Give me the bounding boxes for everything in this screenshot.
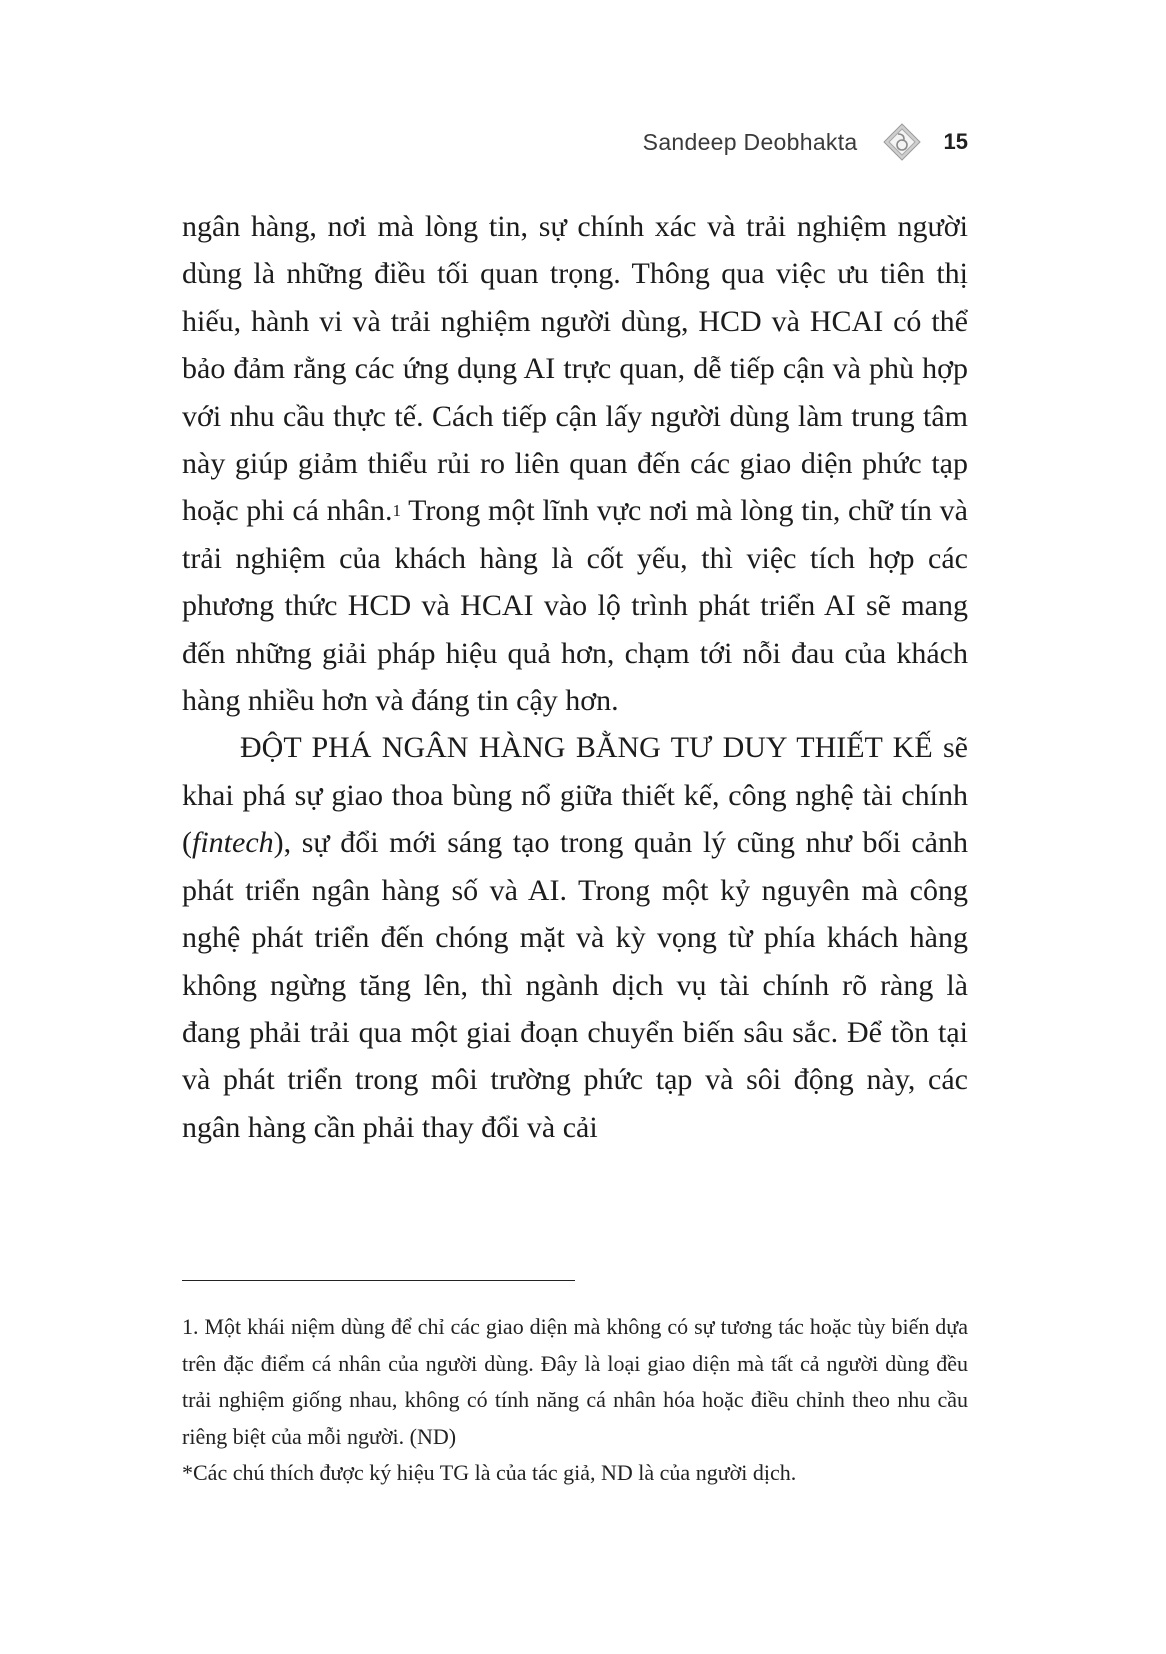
paragraph-2-text-a: ĐỘT PHÁ NGÂN HÀNG BẰNG TƯ DUY THIẾT KẾ sẽ khai phá sự giao thoa bùng nổ giữa thiết kế, công nghệ tài chính (: [182, 731, 968, 860]
paragraph-1-text-b: Trong một lĩnh vực nơi mà lòng tin, chữ tín và trải nghiệm của khách hàng là cốt yếu, thì việc tích hợp các phương thức HCD và HCAI vào lộ trình phát triển AI sẽ mang đến những giải pháp hiệu quả hơn, chạm tới nỗi đau của khách hàng nhiều hơn và đáng tin cậy hơn.: [182, 494, 968, 718]
footnote-1: 1. Một khái niệm dùng để chỉ các giao diện mà không có sự tương tác hoặc tùy biến dựa trên đặc điểm cá nhân của người dùng. Đây là loại giao diện mà tất cả người dùng đều trải nghiệm giống nhau, không có tính năng cá nhân hóa hoặc điều chỉnh theo nhu cầu riêng biệt của mỗi người. (ND): [182, 1314, 968, 1449]
footnote-reference-1: 1: [392, 501, 401, 521]
ornamental-diamond-logo-icon: [882, 122, 922, 162]
paragraph-2-italic-term: fintech: [192, 826, 274, 860]
paragraph-1: [182, 203, 968, 724]
paragraph-2: [182, 724, 968, 1151]
running-header: [643, 122, 968, 162]
paragraph-1-text-a: ngân hàng, nơi mà lòng tin, sự chính xác và trải nghiệm người dùng là những điều tối quan trọng. Thông qua việc ưu tiên thị hiếu, hành vi và trải nghiệm người dùng, HCD và HCAI có thể bảo đảm rằng các ứng dụng AI trực quan, dễ tiếp cận và phù hợp với nhu cầu thực tế. Cách tiếp cận lấy người dùng làm trung tâm này giúp giảm thiểu rủi ro liên quan đến các giao diện phức tạp hoặc phi cá nhân.: [182, 210, 968, 528]
footnote-divider: [182, 1280, 575, 1281]
body-text: [182, 203, 968, 1151]
paragraph-2-text-b: ), sự đổi mới sáng tạo trong quản lý cũng như bối cảnh phát triển ngân hàng số và AI. Trong một kỷ nguyên mà công nghệ phát triển đến chóng mặt và kỳ vọng từ phía khách hàng không ngừng tăng lên, thì ngành dịch vụ tài chính rõ ràng là đang phải trải qua một giai đoạn chuyển biến sâu sắc. Để tồn tại và phát triển trong môi trường phức tạp và sôi động này, các ngân hàng cần phải thay đổi và cải: [182, 826, 968, 1144]
footnotes: [182, 1309, 968, 1492]
page-number: 15: [943, 129, 968, 154]
footnote-legend: *Các chú thích được ký hiệu TG là của tác giả, ND là của người dịch.: [182, 1460, 797, 1485]
header-author: Sandeep Deobhakta: [642, 128, 858, 155]
